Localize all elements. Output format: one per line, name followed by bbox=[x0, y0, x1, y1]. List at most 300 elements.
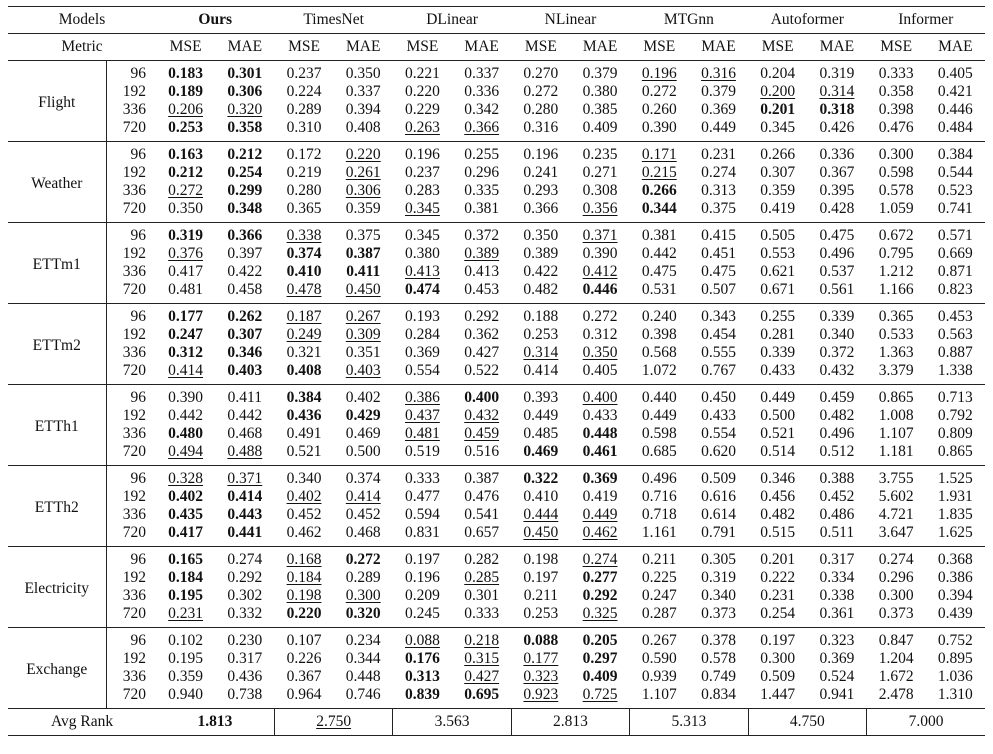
value-text: 0.300 bbox=[878, 146, 914, 163]
value-cell-informer-mse bbox=[867, 61, 926, 84]
value-text: 1.625 bbox=[937, 524, 973, 541]
table-row bbox=[8, 668, 985, 686]
value-cell-informer-mae bbox=[926, 142, 985, 165]
value-cell-autoformer-mae bbox=[807, 326, 866, 344]
value-text: 0.306 bbox=[345, 182, 381, 199]
value-text: 0.209 bbox=[405, 587, 440, 604]
dataset-name: Exchange bbox=[8, 628, 106, 709]
value-cell-timesnet-mae bbox=[334, 650, 393, 668]
value-cell-autoformer-mae bbox=[807, 101, 866, 119]
horizon-label: 192 bbox=[122, 326, 147, 343]
value-text: 0.521 bbox=[286, 443, 322, 460]
value-cell-timesnet-mse bbox=[274, 385, 333, 408]
value-text: 0.254 bbox=[760, 605, 796, 622]
value-text: 0.171 bbox=[641, 146, 677, 163]
value-cell-dlinear-mse bbox=[393, 344, 452, 362]
value-text: 0.184 bbox=[168, 569, 204, 586]
value-text: 0.281 bbox=[760, 326, 796, 343]
value-cell-mtgnn-mae bbox=[689, 668, 748, 686]
metric-header-mse: MSE bbox=[288, 38, 320, 55]
avg-rank-text: 7.000 bbox=[908, 713, 944, 730]
value-cell-dlinear-mse bbox=[393, 385, 452, 408]
value-cell-nlinear-mse bbox=[511, 524, 570, 547]
value-text: 0.342 bbox=[464, 101, 500, 118]
value-cell-informer-mse bbox=[867, 101, 926, 119]
value-cell-ours-mae bbox=[215, 686, 274, 709]
value-cell-ours-mae bbox=[215, 488, 274, 506]
value-cell-dlinear-mae bbox=[452, 686, 511, 709]
value-text: 0.453 bbox=[464, 281, 500, 298]
value-text: 0.443 bbox=[227, 506, 263, 523]
value-text: 0.380 bbox=[582, 83, 618, 100]
value-text: 0.568 bbox=[641, 344, 677, 361]
value-text: 0.284 bbox=[405, 326, 440, 343]
value-text: 0.337 bbox=[464, 65, 500, 82]
value-text: 0.297 bbox=[582, 650, 618, 667]
value-text: 0.871 bbox=[937, 263, 973, 280]
value-cell-mtgnn-mse bbox=[630, 164, 689, 182]
value-cell-dlinear-mse bbox=[393, 650, 452, 668]
value-cell-timesnet-mae bbox=[334, 344, 393, 362]
value-text: 0.895 bbox=[937, 650, 973, 667]
value-text: 0.211 bbox=[523, 587, 559, 604]
value-cell-informer-mae bbox=[926, 223, 985, 246]
value-cell-nlinear-mse bbox=[511, 605, 570, 628]
value-cell-informer-mse bbox=[867, 281, 926, 304]
value-cell-dlinear-mse bbox=[393, 587, 452, 605]
value-cell-informer-mae bbox=[926, 569, 985, 587]
value-cell-dlinear-mse bbox=[393, 443, 452, 466]
value-cell-informer-mse bbox=[867, 83, 926, 101]
value-text: 0.102 bbox=[168, 632, 204, 649]
value-cell-timesnet-mse bbox=[274, 164, 333, 182]
value-cell-dlinear-mse bbox=[393, 200, 452, 223]
value-cell-informer-mse bbox=[867, 245, 926, 263]
value-cell-mtgnn-mse bbox=[630, 650, 689, 668]
value-text: 0.427 bbox=[464, 668, 500, 685]
value-text: 0.351 bbox=[345, 344, 381, 361]
value-cell-informer-mae bbox=[926, 524, 985, 547]
value-text: 0.449 bbox=[641, 407, 677, 424]
value-cell-autoformer-mae bbox=[807, 587, 866, 605]
value-text: 0.621 bbox=[760, 263, 796, 280]
value-text: 3.647 bbox=[878, 524, 914, 541]
horizon-label: 96 bbox=[106, 628, 156, 651]
value-text: 0.305 bbox=[701, 551, 736, 568]
table-row bbox=[8, 281, 985, 304]
value-cell-informer-mse bbox=[867, 650, 926, 668]
value-cell-ours-mse bbox=[156, 101, 215, 119]
value-text: 0.196 bbox=[405, 569, 440, 586]
value-cell-autoformer-mae bbox=[807, 263, 866, 281]
value-text: 0.358 bbox=[878, 83, 914, 100]
value-cell-autoformer-mse bbox=[748, 119, 807, 142]
value-text: 0.459 bbox=[819, 389, 855, 406]
value-cell-autoformer-mae bbox=[807, 425, 866, 443]
horizon-label: 720 bbox=[122, 524, 147, 541]
value-cell-dlinear-mae bbox=[452, 587, 511, 605]
value-text: 0.405 bbox=[582, 362, 618, 379]
value-text: 0.219 bbox=[286, 164, 322, 181]
value-text: 0.521 bbox=[760, 425, 796, 442]
value-cell-nlinear-mse bbox=[511, 142, 570, 165]
value-text: 0.847 bbox=[878, 632, 914, 649]
value-text: 0.390 bbox=[582, 245, 618, 262]
value-cell-timesnet-mse bbox=[274, 83, 333, 101]
value-cell-ours-mse bbox=[156, 385, 215, 408]
value-text: 0.201 bbox=[760, 551, 796, 568]
value-cell-informer-mae bbox=[926, 628, 985, 651]
value-cell-autoformer-mse bbox=[748, 466, 807, 489]
value-cell-nlinear-mse bbox=[511, 407, 570, 425]
value-text: 0.301 bbox=[227, 65, 263, 82]
metric-header-mae: MAE bbox=[582, 38, 618, 55]
value-text: 0.522 bbox=[464, 362, 500, 379]
value-text: 0.345 bbox=[405, 227, 440, 244]
value-text: 0.767 bbox=[701, 362, 736, 379]
value-cell-dlinear-mae bbox=[452, 61, 511, 84]
value-text: 0.371 bbox=[582, 227, 618, 244]
value-text: 0.398 bbox=[878, 101, 914, 118]
value-text: 0.475 bbox=[701, 263, 736, 280]
horizon-label: 720 bbox=[122, 605, 147, 622]
value-cell-mtgnn-mae bbox=[689, 362, 748, 385]
value-cell-nlinear-mae bbox=[570, 466, 629, 489]
value-text: 0.491 bbox=[286, 425, 322, 442]
value-cell-ours-mse bbox=[156, 83, 215, 101]
value-cell-informer-mse bbox=[867, 488, 926, 506]
horizon-label: 192 bbox=[122, 83, 147, 100]
value-text: 0.482 bbox=[819, 407, 855, 424]
value-text: 0.494 bbox=[168, 443, 204, 460]
value-text: 0.462 bbox=[286, 524, 322, 541]
value-cell-ours-mae bbox=[215, 119, 274, 142]
value-cell-nlinear-mse bbox=[511, 547, 570, 570]
value-text: 0.333 bbox=[464, 605, 500, 622]
dataset-name: Flight bbox=[8, 61, 106, 142]
value-text: 0.481 bbox=[405, 425, 440, 442]
value-text: 0.177 bbox=[168, 308, 204, 325]
value-text: 0.285 bbox=[464, 569, 500, 586]
value-cell-timesnet-mae bbox=[334, 142, 393, 165]
value-cell-timesnet-mse bbox=[274, 569, 333, 587]
value-text: 0.188 bbox=[523, 308, 559, 325]
value-text: 0.231 bbox=[760, 587, 796, 604]
value-text: 0.516 bbox=[464, 443, 500, 460]
value-cell-dlinear-mse bbox=[393, 569, 452, 587]
value-text: 0.865 bbox=[878, 389, 914, 406]
value-cell-informer-mae bbox=[926, 200, 985, 223]
value-cell-timesnet-mae bbox=[334, 101, 393, 119]
value-text: 0.234 bbox=[345, 632, 381, 649]
value-cell-timesnet-mae bbox=[334, 61, 393, 84]
value-text: 0.365 bbox=[878, 308, 914, 325]
value-cell-timesnet-mse bbox=[274, 200, 333, 223]
value-cell-ours-mse bbox=[156, 605, 215, 628]
value-cell-autoformer-mse bbox=[748, 223, 807, 246]
avg-rank-text: 2.813 bbox=[553, 713, 588, 730]
value-cell-timesnet-mse bbox=[274, 344, 333, 362]
value-cell-informer-mae bbox=[926, 385, 985, 408]
value-text: 0.411 bbox=[227, 389, 262, 406]
value-text: 0.340 bbox=[819, 326, 855, 343]
value-text: 0.287 bbox=[641, 605, 677, 622]
value-text: 0.795 bbox=[878, 245, 914, 262]
value-cell-timesnet-mae bbox=[334, 164, 393, 182]
value-text: 1.036 bbox=[937, 668, 973, 685]
value-text: 0.318 bbox=[819, 101, 855, 118]
table-row bbox=[8, 506, 985, 524]
value-cell-ours-mae bbox=[215, 304, 274, 327]
table-row bbox=[8, 587, 985, 605]
value-text: 0.211 bbox=[642, 551, 677, 568]
value-text: 1.310 bbox=[937, 686, 973, 703]
value-cell-timesnet-mae bbox=[334, 668, 393, 686]
table-row bbox=[8, 628, 985, 651]
value-text: 0.369 bbox=[819, 650, 855, 667]
value-cell-mtgnn-mse bbox=[630, 668, 689, 686]
value-cell-ours-mae bbox=[215, 547, 274, 570]
value-text: 0.176 bbox=[405, 650, 440, 667]
value-text: 1.181 bbox=[878, 443, 914, 460]
value-cell-timesnet-mae bbox=[334, 605, 393, 628]
value-text: 0.500 bbox=[345, 443, 381, 460]
value-text: 0.315 bbox=[464, 650, 500, 667]
value-text: 0.476 bbox=[878, 119, 914, 136]
table-row bbox=[8, 466, 985, 489]
value-text: 0.387 bbox=[345, 245, 381, 262]
value-cell-ours-mae bbox=[215, 344, 274, 362]
avg-rank-text: 4.750 bbox=[789, 713, 825, 730]
value-text: 0.328 bbox=[168, 470, 204, 487]
value-text: 0.235 bbox=[582, 146, 618, 163]
value-cell-dlinear-mae bbox=[452, 182, 511, 200]
avg-rank-row bbox=[8, 709, 985, 736]
value-text: 0.496 bbox=[641, 470, 677, 487]
value-text: 0.300 bbox=[345, 587, 381, 604]
horizon-label: 192 bbox=[122, 569, 147, 586]
value-text: 0.448 bbox=[345, 668, 381, 685]
value-text: 0.231 bbox=[701, 146, 736, 163]
value-cell-autoformer-mae bbox=[807, 182, 866, 200]
value-text: 0.350 bbox=[168, 200, 204, 217]
value-cell-ours-mse bbox=[156, 587, 215, 605]
value-text: 0.553 bbox=[760, 245, 796, 262]
value-cell-dlinear-mae bbox=[452, 119, 511, 142]
value-cell-autoformer-mae bbox=[807, 385, 866, 408]
value-cell-informer-mse bbox=[867, 344, 926, 362]
value-text: 0.523 bbox=[937, 182, 973, 199]
value-text: 0.462 bbox=[582, 524, 618, 541]
value-text: 0.350 bbox=[582, 344, 618, 361]
value-text: 0.274 bbox=[227, 551, 263, 568]
value-text: 0.397 bbox=[227, 245, 263, 262]
value-text: 0.365 bbox=[286, 200, 322, 217]
value-text: 0.292 bbox=[582, 587, 618, 604]
value-cell-informer-mae bbox=[926, 547, 985, 570]
value-cell-informer-mse bbox=[867, 142, 926, 165]
value-text: 0.477 bbox=[405, 488, 440, 505]
value-text: 0.350 bbox=[345, 65, 381, 82]
value-cell-mtgnn-mse bbox=[630, 83, 689, 101]
value-text: 0.746 bbox=[345, 686, 381, 703]
value-cell-nlinear-mae bbox=[570, 488, 629, 506]
value-text: 0.337 bbox=[345, 83, 381, 100]
metric-header-mae: MAE bbox=[701, 38, 736, 55]
value-text: 0.791 bbox=[701, 524, 736, 541]
value-text: 0.237 bbox=[286, 65, 322, 82]
horizon-label: 720 bbox=[122, 281, 147, 298]
value-cell-nlinear-mae bbox=[570, 587, 629, 605]
value-text: 0.247 bbox=[168, 326, 204, 343]
value-cell-informer-mse bbox=[867, 668, 926, 686]
value-cell-mtgnn-mse bbox=[630, 223, 689, 246]
value-cell-mtgnn-mse bbox=[630, 182, 689, 200]
value-cell-mtgnn-mae bbox=[689, 587, 748, 605]
value-cell-nlinear-mae bbox=[570, 524, 629, 547]
value-cell-informer-mae bbox=[926, 650, 985, 668]
value-text: 0.400 bbox=[464, 389, 500, 406]
table-row bbox=[8, 164, 985, 182]
value-cell-nlinear-mse bbox=[511, 686, 570, 709]
value-text: 0.571 bbox=[937, 227, 973, 244]
value-text: 0.231 bbox=[168, 605, 204, 622]
value-cell-ours-mae bbox=[215, 101, 274, 119]
value-text: 0.409 bbox=[582, 119, 618, 136]
value-cell-nlinear-mse bbox=[511, 488, 570, 506]
value-cell-autoformer-mse bbox=[748, 668, 807, 686]
value-text: 0.272 bbox=[641, 83, 677, 100]
value-cell-informer-mae bbox=[926, 686, 985, 709]
metric-header-mse: MSE bbox=[643, 38, 676, 55]
table-row bbox=[8, 245, 985, 263]
value-text: 0.427 bbox=[464, 344, 500, 361]
value-cell-ours-mse bbox=[156, 304, 215, 327]
value-text: 0.439 bbox=[937, 605, 973, 622]
value-cell-autoformer-mse bbox=[748, 425, 807, 443]
value-cell-mtgnn-mse bbox=[630, 686, 689, 709]
value-text: 3.755 bbox=[878, 470, 914, 487]
value-text: 0.482 bbox=[523, 281, 559, 298]
value-cell-nlinear-mse bbox=[511, 650, 570, 668]
value-cell-timesnet-mse bbox=[274, 61, 333, 84]
value-text: 1.338 bbox=[937, 362, 973, 379]
value-cell-mtgnn-mae bbox=[689, 524, 748, 547]
metric-header-mae: MAE bbox=[938, 38, 973, 55]
value-cell-mtgnn-mse bbox=[630, 569, 689, 587]
value-cell-mtgnn-mae bbox=[689, 686, 748, 709]
value-cell-informer-mae bbox=[926, 182, 985, 200]
value-text: 0.378 bbox=[701, 632, 736, 649]
value-text: 0.372 bbox=[819, 344, 855, 361]
value-cell-autoformer-mse bbox=[748, 245, 807, 263]
value-cell-timesnet-mae bbox=[334, 443, 393, 466]
value-cell-timesnet-mae bbox=[334, 182, 393, 200]
value-cell-ours-mse bbox=[156, 547, 215, 570]
horizon-label: 192 bbox=[122, 488, 147, 505]
value-cell-timesnet-mae bbox=[334, 263, 393, 281]
value-cell-nlinear-mse bbox=[511, 119, 570, 142]
value-cell-ours-mae bbox=[215, 466, 274, 489]
value-cell-informer-mae bbox=[926, 164, 985, 182]
value-text: 3.379 bbox=[878, 362, 914, 379]
value-cell-autoformer-mse bbox=[748, 142, 807, 165]
value-cell-dlinear-mse bbox=[393, 281, 452, 304]
value-cell-ours-mse bbox=[156, 223, 215, 246]
value-cell-nlinear-mae bbox=[570, 605, 629, 628]
value-text: 0.372 bbox=[464, 227, 500, 244]
value-text: 0.461 bbox=[582, 443, 618, 460]
value-text: 0.449 bbox=[523, 407, 559, 424]
value-text: 0.320 bbox=[227, 101, 263, 118]
value-cell-informer-mae bbox=[926, 466, 985, 489]
value-cell-autoformer-mae bbox=[807, 650, 866, 668]
value-text: 0.317 bbox=[227, 650, 263, 667]
value-text: 0.313 bbox=[701, 182, 736, 199]
value-text: 0.220 bbox=[405, 83, 440, 100]
table-row bbox=[8, 304, 985, 327]
value-text: 0.410 bbox=[286, 263, 322, 280]
value-text: 0.402 bbox=[345, 389, 381, 406]
value-cell-dlinear-mae bbox=[452, 628, 511, 651]
value-cell-ours-mae bbox=[215, 587, 274, 605]
value-text: 0.316 bbox=[701, 65, 736, 82]
value-cell-ours-mse bbox=[156, 569, 215, 587]
value-cell-mtgnn-mae bbox=[689, 443, 748, 466]
value-cell-timesnet-mse bbox=[274, 547, 333, 570]
value-cell-timesnet-mae bbox=[334, 304, 393, 327]
value-text: 0.282 bbox=[464, 551, 500, 568]
metric-header-mse: MSE bbox=[169, 38, 202, 55]
value-text: 0.390 bbox=[168, 389, 204, 406]
table-row bbox=[8, 686, 985, 709]
value-text: 0.267 bbox=[345, 308, 381, 325]
value-cell-informer-mse bbox=[867, 200, 926, 223]
value-text: 0.672 bbox=[878, 227, 914, 244]
value-cell-autoformer-mse bbox=[748, 569, 807, 587]
value-text: 0.598 bbox=[878, 164, 914, 181]
value-text: 0.338 bbox=[819, 587, 855, 604]
value-cell-timesnet-mse bbox=[274, 686, 333, 709]
dataset-name: ETTh2 bbox=[8, 466, 106, 547]
value-text: 1.107 bbox=[641, 686, 677, 703]
value-text: 0.340 bbox=[701, 587, 736, 604]
value-text: 0.302 bbox=[227, 587, 263, 604]
value-text: 0.240 bbox=[641, 308, 677, 325]
table-row bbox=[8, 385, 985, 408]
value-text: 0.312 bbox=[582, 326, 618, 343]
value-text: 0.307 bbox=[760, 164, 796, 181]
table-row bbox=[8, 443, 985, 466]
value-text: 0.695 bbox=[464, 686, 500, 703]
value-cell-mtgnn-mae bbox=[689, 281, 748, 304]
value-cell-ours-mse bbox=[156, 362, 215, 385]
value-text: 0.371 bbox=[227, 470, 263, 487]
value-text: 0.839 bbox=[405, 686, 440, 703]
value-cell-nlinear-mae bbox=[570, 304, 629, 327]
value-text: 0.671 bbox=[760, 281, 796, 298]
value-cell-informer-mse bbox=[867, 223, 926, 246]
value-text: 0.345 bbox=[405, 200, 440, 217]
value-text: 0.435 bbox=[168, 506, 204, 523]
value-text: 0.414 bbox=[168, 362, 204, 379]
value-cell-autoformer-mae bbox=[807, 524, 866, 547]
value-text: 0.314 bbox=[523, 344, 559, 361]
value-cell-informer-mae bbox=[926, 326, 985, 344]
horizon-label: 96 bbox=[106, 304, 156, 327]
value-cell-autoformer-mae bbox=[807, 466, 866, 489]
value-text: 0.449 bbox=[701, 119, 736, 136]
